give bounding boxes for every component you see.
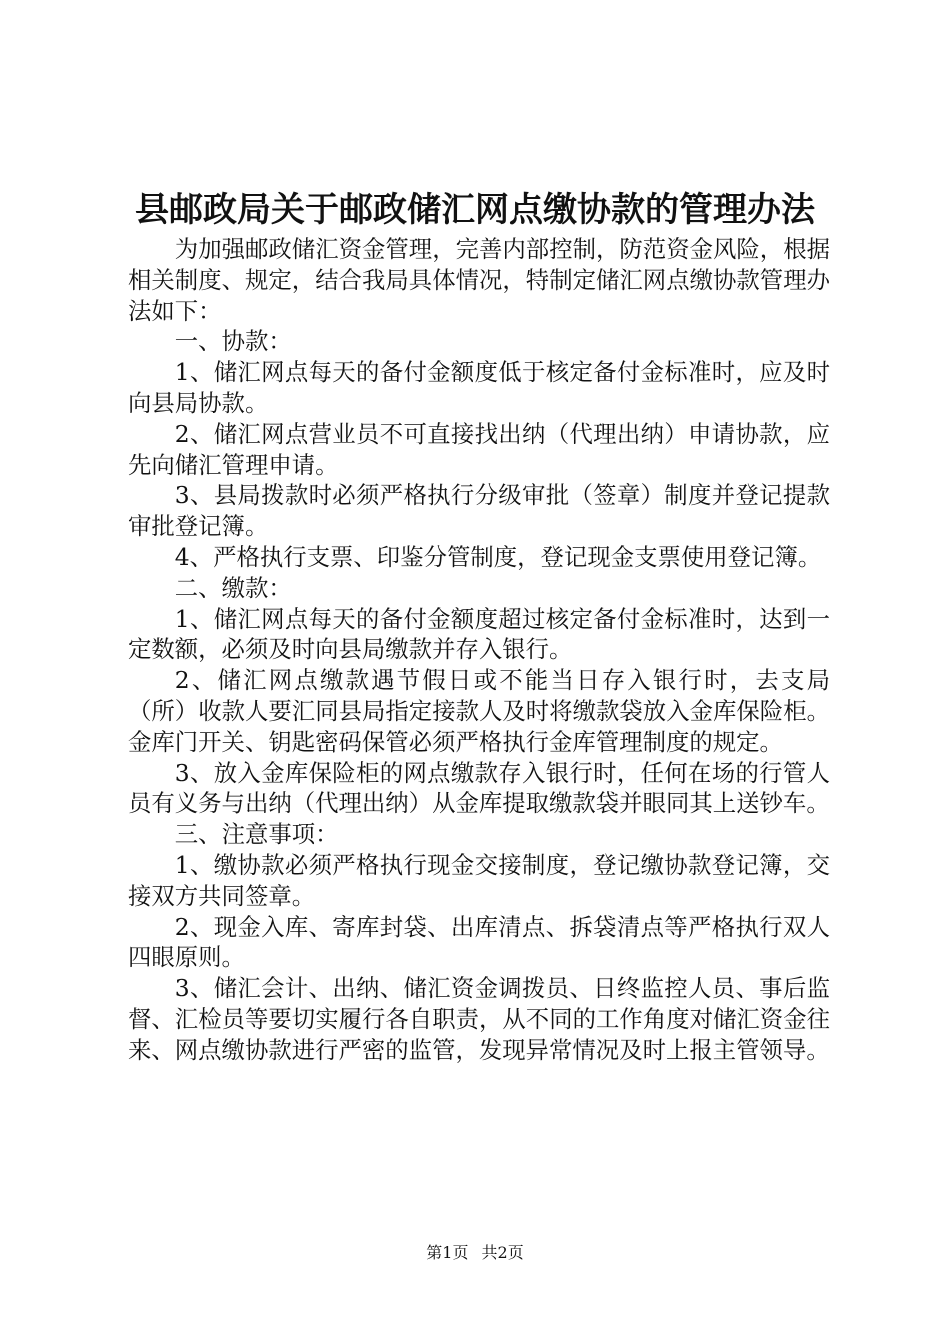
- paragraph: 1、储汇网点每天的备付金额度超过核定备付金标准时，达到一定数额，必须及时向县局缴款并存入银行。: [128, 604, 830, 664]
- paragraph-intro: 为加强邮政储汇资金管理，完善内部控制，防范资金风险，根据相关制度、规定，结合我局具体情况，特制定储汇网点缴协款管理办法如下：: [128, 235, 830, 325]
- document-title: 县邮政局关于邮政储汇网点缴协款的管理办法: [135, 190, 815, 230]
- page-number-total: 共2页: [481, 1243, 524, 1262]
- paragraph: 1、储汇网点每天的备付金额度低于核定备付金标准时，应及时向县局协款。: [128, 358, 830, 417]
- page-number-current: 第1页: [426, 1243, 469, 1262]
- paragraph: 1、缴协款必须严格执行现金交接制度，登记缴协款登记簿，交接双方共同签章。: [128, 850, 830, 910]
- paragraph: 2、储汇网点营业员不可直接找出纳（代理出纳）申请协款，应先向储汇管理申请。: [128, 419, 830, 479]
- paragraph: 3、县局拨款时必须严格执行分级审批（签章）制度并登记提款审批登记簿。: [128, 481, 830, 541]
- paragraph: 3、储汇会计、出纳、储汇资金调拨员、日终监控人员、事后监督、汇检员等要切实履行各自职责，从不同的工作角度对储汇资金往来、网点缴协款进行严密的监管，发现异常情况及时上报主管领导。: [128, 974, 830, 1064]
- section-heading-2: 二、缴款：: [174, 573, 292, 602]
- paragraph: 4、严格执行支票、印鉴分管制度，登记现金支票使用登记簿。: [174, 542, 822, 571]
- section-heading-3: 三、注意事项：: [174, 820, 339, 849]
- paragraph: 2、现金入库、寄库封袋、出库清点、拆袋清点等严格执行双人四眼原则。: [128, 912, 830, 972]
- paragraph: 2、储汇网点缴款遇节假日或不能当日存入银行时，去支局（所）收款人要汇同县局指定接款人及时将缴款袋放入金库保险柜。金库门开关、钥匙密码保管必须严格执行金库管理制度的规定。: [128, 666, 830, 756]
- paragraph: 3、放入金库保险柜的网点缴款存入银行时，任何在场的行管人员有义务与出纳（代理出纳）从金库提取缴款袋并眼同其上送钞车。: [128, 758, 830, 818]
- page-footer: [0, 1242, 950, 1264]
- document-body: [128, 234, 830, 1066]
- section-heading-1: 一、协款：: [174, 327, 292, 356]
